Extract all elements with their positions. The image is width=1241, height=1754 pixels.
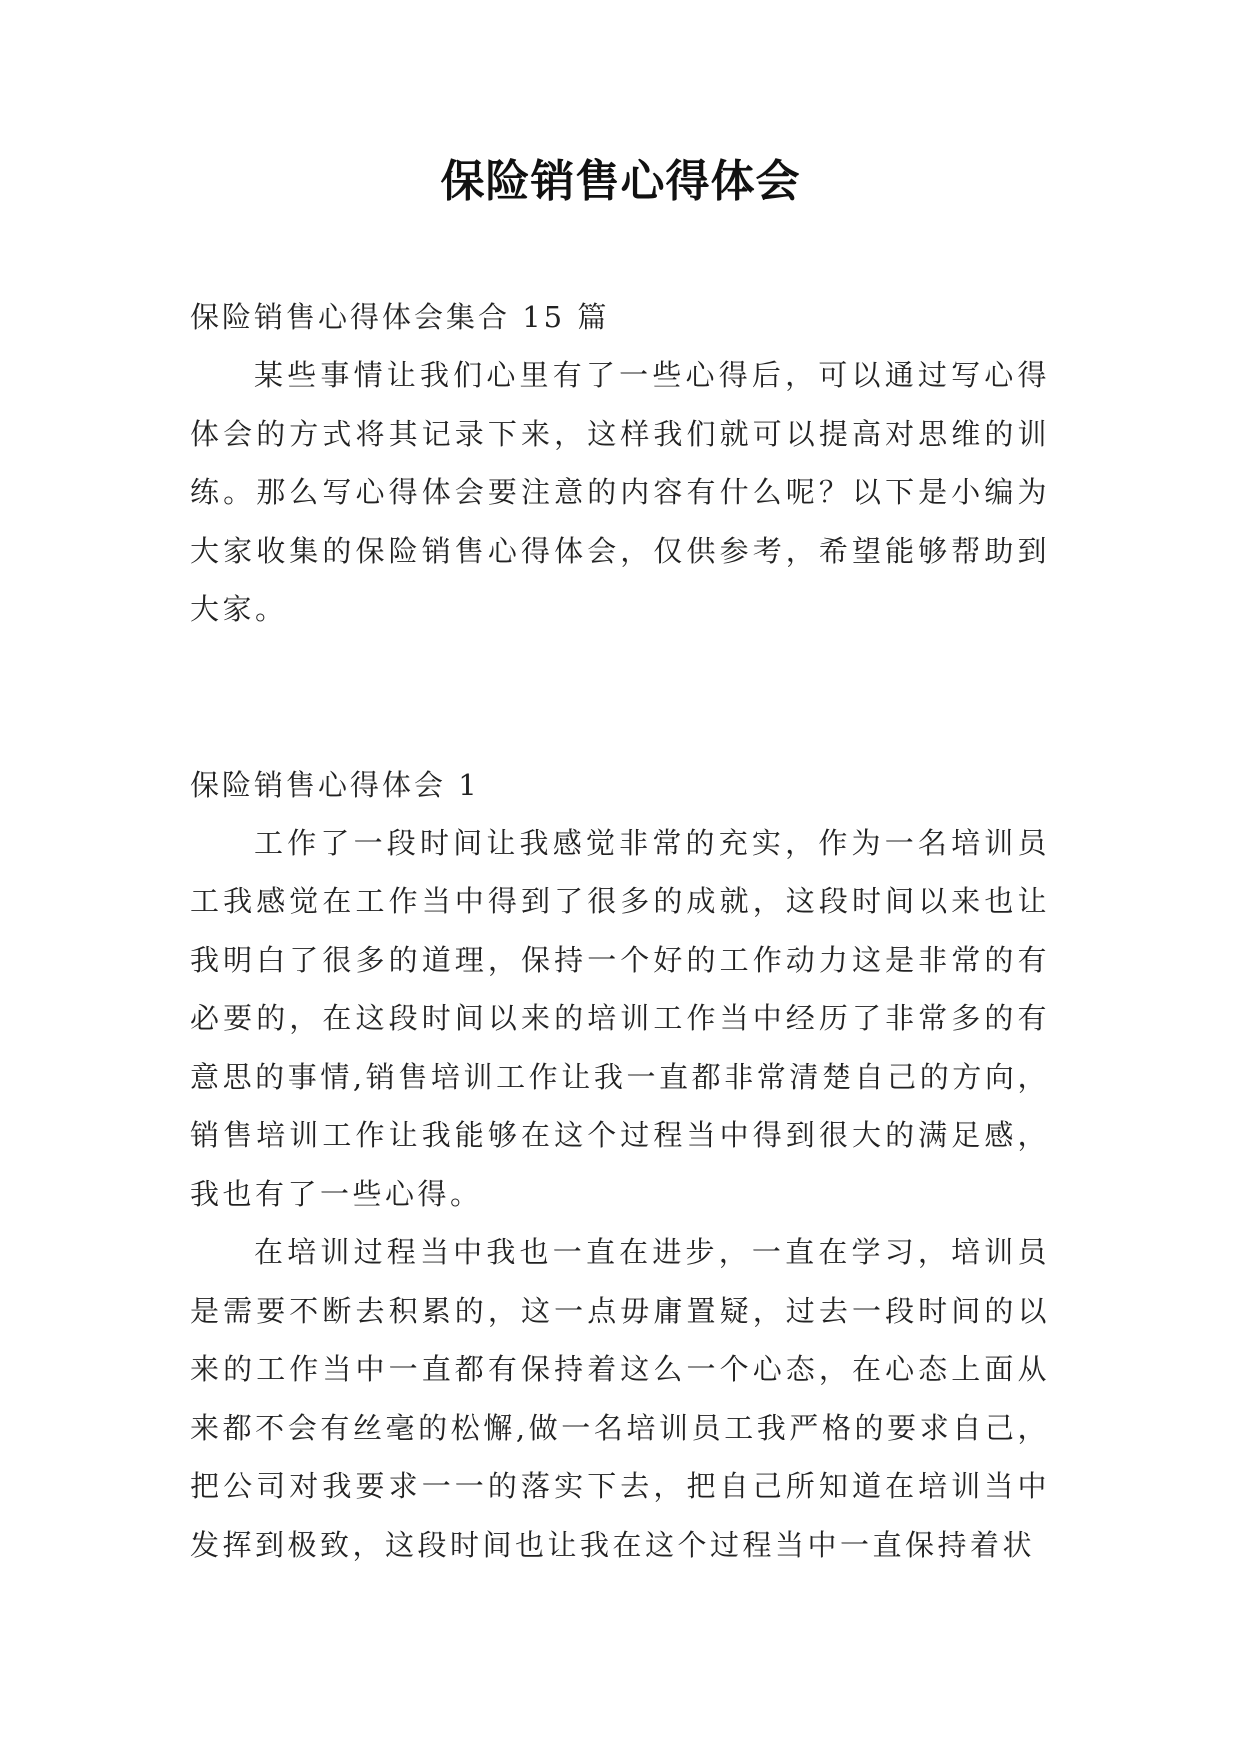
collection-heading: 保险销售心得体会集合 15 篇 xyxy=(190,300,610,334)
section-1-paragraph-2: 在培训过程当中我也一直在进步，一直在学习，培训员是需要不断去积累的，这一点毋庸置疑，过去一段时间的以来的工作当中一直都有保持着这么一个心态，在心态上面从来都不会有丝毫的松懈,做一名培训员工我严格的要求自己，把公司对我要求一一的落实下去，把自己所知道在培训当中发挥到极致，这段时间也让我在这个过程当中一直保持着状 xyxy=(190,1235,1050,1562)
section-1-heading: 保险销售心得体会 1 xyxy=(190,767,480,802)
document-body xyxy=(190,288,1050,1574)
document-title: 保险销售心得体会 xyxy=(440,156,801,207)
intro-paragraph: 某些事情让我们心里有了一些心得后，可以通过写心得体会的方式将其记录下来，这样我们就可以提高对思维的训练。那么写心得体会要注意的内容有什么呢？以下是小编为大家收集的保险销售心得体会，仅供参考，希望能够帮助到大家。 xyxy=(190,358,1050,626)
section-1-paragraph-1: 工作了一段时间让我感觉非常的充实，作为一名培训员工我感觉在工作当中得到了很多的成就，这段时间以来也让我明白了很多的道理，保持一个好的工作动力这是非常的有必要的，在这段时间以来的培训工作当中经历了非常多的有意思的事情,销售培训工作让我一直都非常清楚自己的方向，销售培训工作让我能够在这个过程当中得到很大的满足感，我也有了一些心得。 xyxy=(190,825,1050,1211)
section-spacer xyxy=(190,639,1050,756)
